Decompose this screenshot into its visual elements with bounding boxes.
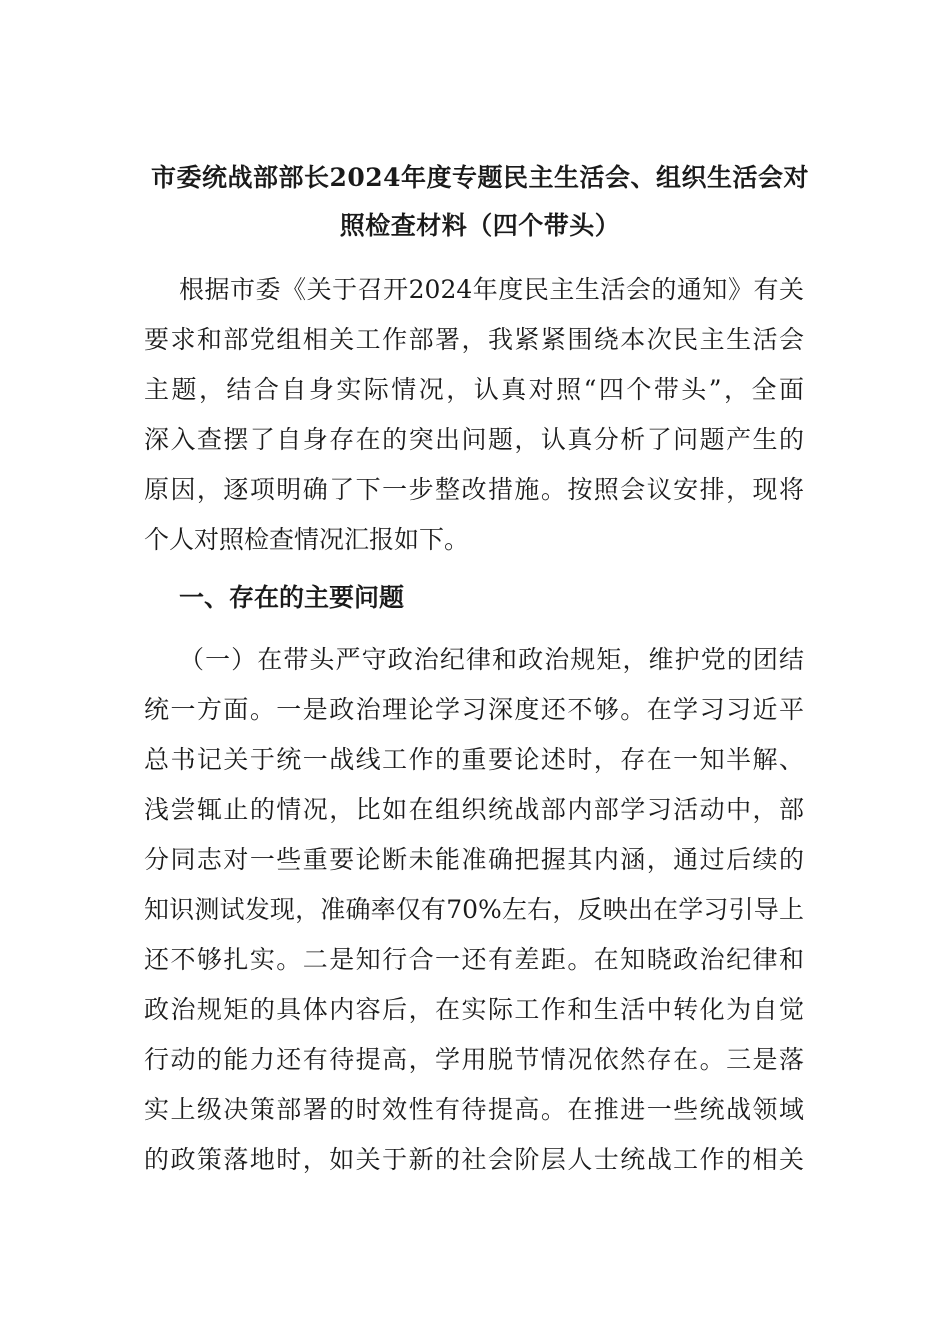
body-line: 还不够扎实。二是知行合一还有差距。在知晓政治纪律和	[144, 945, 804, 974]
body-line: 政治规矩的具体内容后，在实际工作和生活中转化为自觉	[144, 995, 804, 1024]
body-line: 实上级决策部署的时效性有待提高。在推进一些统战领域	[144, 1095, 804, 1124]
body-line: 的政策落地时，如关于新的社会阶层人士统战工作的相关	[144, 1145, 804, 1174]
body-line: 分同志对一些重要论断未能准确把握其内涵，通过后续的	[144, 845, 804, 874]
intro-line: 个人对照检查情况汇报如下。	[144, 525, 470, 554]
intro-line: 原因，逐项明确了下一步整改措施。按照会议安排，现将	[144, 475, 804, 504]
body-line: （一）在带头严守政治纪律和政治规矩，维护党的团结	[179, 645, 804, 674]
document-title-line-1: 市委统战部部长2024年度专题民主生活会、组织生活会对	[150, 163, 810, 192]
body-line: 统一方面。一是政治理论学习深度还不够。在学习习近平	[144, 695, 804, 724]
body-line: 浅尝辄止的情况，比如在组织统战部内部学习活动中，部	[144, 795, 804, 824]
body-line: 行动的能力还有待提高，学用脱节情况依然存在。三是落	[144, 1045, 804, 1074]
intro-line: 根据市委《关于召开2024年度民主生活会的通知》有关	[179, 275, 804, 304]
intro-line: 要求和部党组相关工作部署，我紧紧围绕本次民主生活会	[144, 325, 804, 354]
intro-line: 深入查摆了自身存在的突出问题，认真分析了问题产生的	[144, 425, 804, 454]
body-line: 知识测试发现，准确率仅有70%左右，反映出在学习引导上	[144, 895, 804, 924]
document-title-line-2: 照检查材料（四个带头）	[339, 211, 621, 240]
intro-line: 主题，结合自身实际情况，认真对照“四个带头”，全面	[144, 375, 804, 404]
section-heading: 一、存在的主要问题	[179, 583, 405, 612]
body-line: 总书记关于统一战线工作的重要论述时，存在一知半解、	[144, 745, 804, 774]
